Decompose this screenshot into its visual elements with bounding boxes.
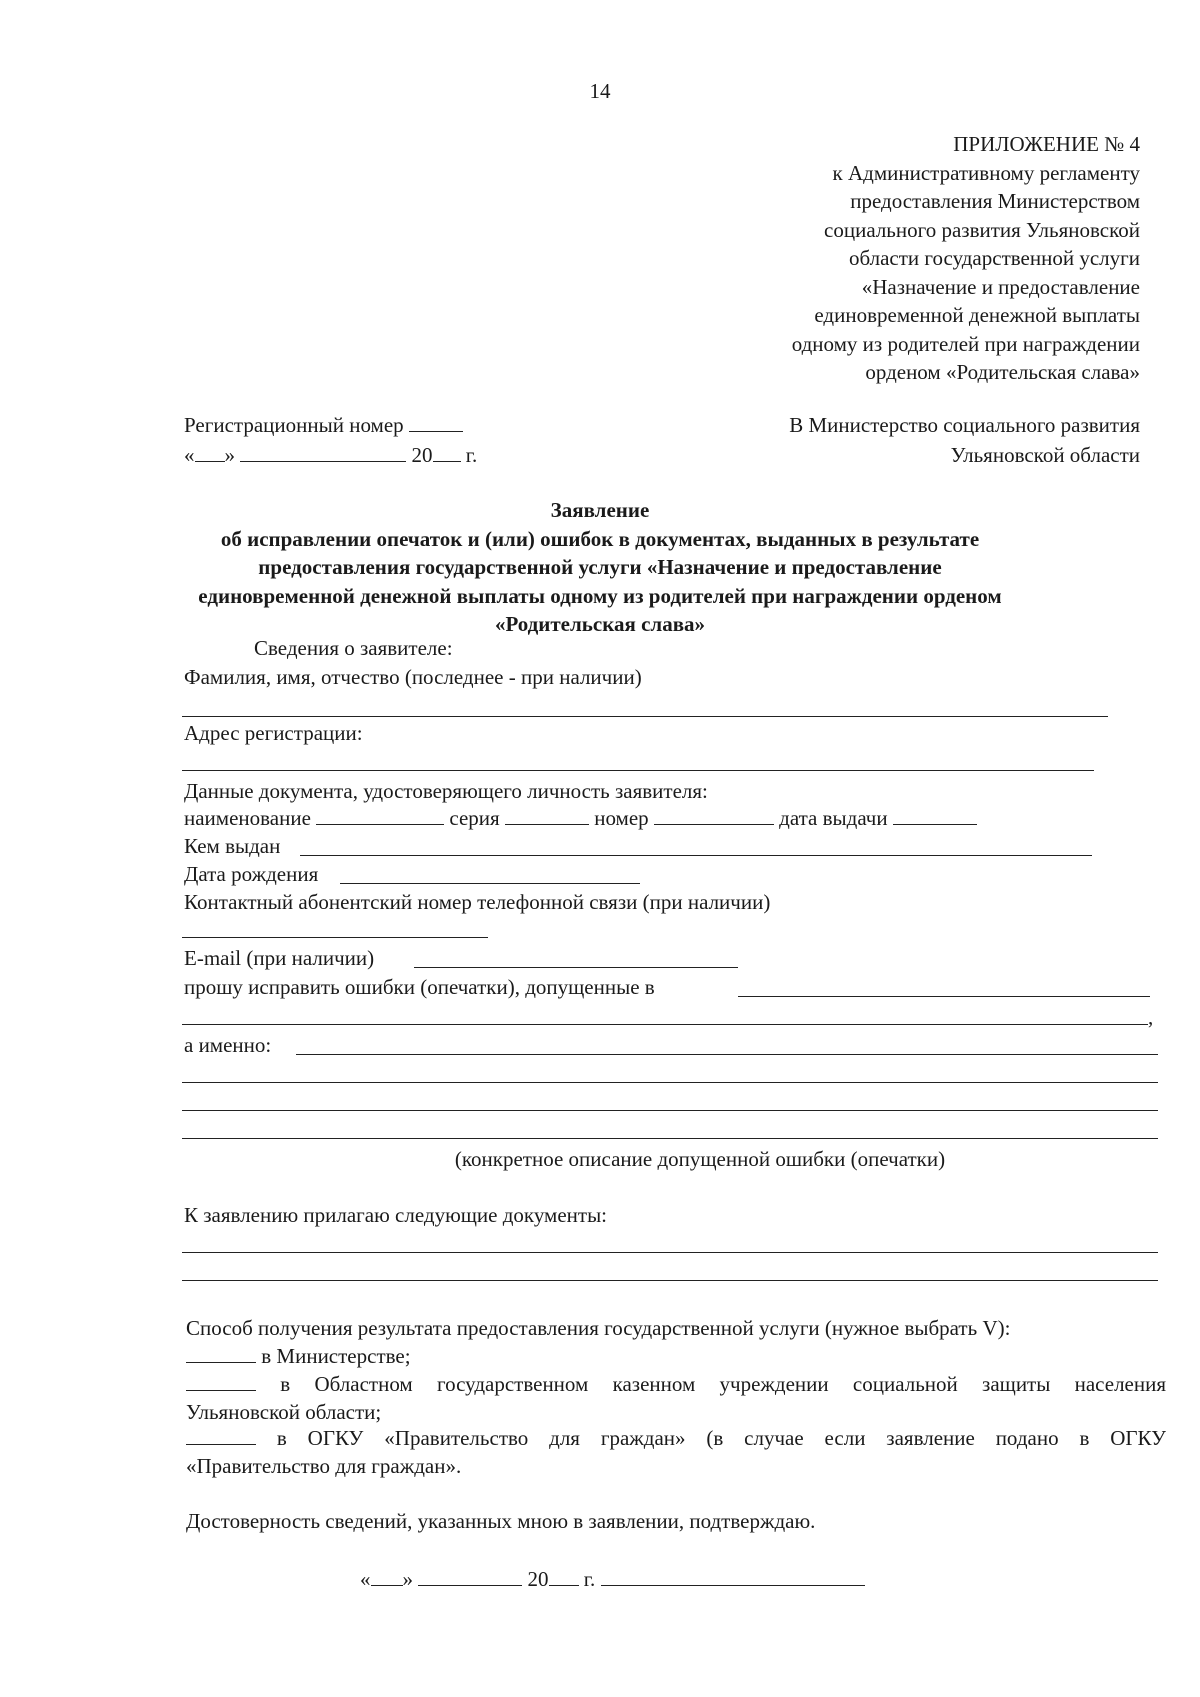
delivery-option-government: [186, 1425, 1166, 1452]
doc-number-label: номер: [594, 806, 649, 830]
addressee-line: Ульяновской области: [950, 443, 1140, 467]
appendix-line: области государственной услуги: [848, 246, 1140, 270]
confirmation-text: Достоверность сведений, указанных мною в заявлении, подтверждаю.: [186, 1509, 816, 1533]
year-suffix: г.: [583, 1567, 596, 1591]
delivery-option-ministry: [186, 1343, 411, 1370]
id-doc-row: [184, 805, 977, 832]
comma: ,: [1148, 1005, 1154, 1029]
registration-number-label: Регистрационный номер: [184, 413, 404, 437]
appendix-line: предоставления Министерством: [850, 189, 1140, 213]
delivery-label: Способ получения результата предоставления государственной услуги (нужное выбрать V):: [186, 1316, 1011, 1340]
phone-label: Контактный абонентский номер телефонной связи (при наличии): [184, 890, 771, 914]
namely-field-1[interactable]: [296, 1054, 1158, 1055]
title-line: об исправлении опечаток и (или) ошибок в документах, выданных в результате: [220, 526, 980, 551]
title-line: единовременной денежной выплаты одному из родителей при награждении орденом: [198, 583, 1002, 608]
request-text: прошу исправить ошибки (опечатки), допущенные в: [184, 975, 655, 999]
quote-close: »: [402, 1567, 413, 1591]
title-line: предоставления государственной услуги «Назначение и предоставление: [258, 555, 942, 579]
email-field[interactable]: [414, 967, 738, 968]
year-suffix: г.: [465, 443, 478, 467]
sign-year-field[interactable]: [549, 1567, 579, 1586]
appendix-line: орденом «Родительская слава»: [865, 360, 1140, 384]
doc-series-field[interactable]: [505, 806, 589, 825]
namely-field-3[interactable]: [182, 1110, 1158, 1111]
quote-close: »: [224, 443, 235, 467]
delivery-checkbox-ogku-social[interactable]: [186, 1372, 256, 1391]
namely-field-2[interactable]: [182, 1082, 1158, 1083]
namely-field-4[interactable]: [182, 1138, 1158, 1139]
delivery-option-text-cont: Ульяновской области;: [186, 1400, 382, 1424]
sign-day-field[interactable]: [371, 1567, 403, 1586]
appendix-line: одному из родителей при награждении: [791, 331, 1140, 356]
document-title: [150, 496, 1050, 639]
attachments-field-2[interactable]: [182, 1280, 1158, 1281]
registration-day-field[interactable]: [195, 443, 225, 462]
delivery-option-text: в Министерстве;: [261, 1344, 411, 1368]
email-label: E-mail (при наличии): [184, 946, 375, 970]
signature-row: [360, 1566, 865, 1593]
signature-field[interactable]: [601, 1567, 865, 1586]
doc-name-label: наименование: [184, 806, 311, 830]
quote-open: «: [184, 443, 195, 467]
appendix-line: единовременной денежной выплаты: [814, 303, 1140, 327]
registration-block: [184, 410, 477, 470]
title-line: «Родительская слава»: [494, 612, 706, 636]
doc-number-field[interactable]: [654, 806, 774, 825]
addressee-line: В Министерство социального развития: [789, 413, 1140, 437]
delivery-option-text-cont: «Правительство для граждан».: [186, 1454, 462, 1478]
birth-date-field[interactable]: [340, 883, 640, 884]
title-heading: Заявление: [550, 498, 650, 522]
appendix-line: к Административному регламенту: [832, 160, 1140, 185]
description-note: (конкретное описание допущенной ошибки (опечатки): [454, 1147, 946, 1171]
delivery-checkbox-ministry[interactable]: [186, 1344, 256, 1363]
attachments-label: К заявлению прилагаю следующие документы:: [184, 1203, 608, 1227]
registration-year-field[interactable]: [433, 443, 461, 462]
issued-by-label: Кем выдан: [184, 834, 281, 858]
year-prefix: 20: [411, 443, 433, 467]
doc-name-field[interactable]: [316, 806, 444, 825]
doc-issue-date-field[interactable]: [893, 806, 977, 825]
appendix-block: [792, 130, 1140, 387]
registration-number-field[interactable]: [409, 413, 463, 432]
sign-month-field[interactable]: [418, 1567, 522, 1586]
quote-open: «: [360, 1567, 371, 1591]
doc-issue-date-label: дата выдачи: [779, 806, 888, 830]
id-doc-label: Данные документа, удостоверяющего личность заявителя:: [184, 779, 708, 803]
namely-label: а именно:: [184, 1033, 272, 1057]
issued-by-field[interactable]: [300, 855, 1092, 856]
address-field[interactable]: [182, 770, 1094, 771]
delivery-option-text: в Областном государственном казенном учреждении социальной защиты населения: [280, 1372, 1167, 1396]
appendix-line: «Назначение и предоставление: [861, 274, 1140, 299]
appendix-line: ПРИЛОЖЕНИЕ № 4: [953, 132, 1140, 156]
year-prefix: 20: [527, 1567, 549, 1591]
attachments-field-1[interactable]: [182, 1252, 1158, 1253]
delivery-checkbox-government[interactable]: [186, 1426, 256, 1445]
delivery-option-text: в ОГКУ «Правительство для граждан» (в случае если заявление подано в ОГКУ: [276, 1426, 1166, 1450]
fio-label: Фамилия, имя, отчество (последнее - при наличии): [184, 665, 642, 689]
page-number: 14: [589, 79, 611, 103]
request-doc-field-2[interactable]: [182, 1024, 1148, 1025]
address-label: Адрес регистрации:: [184, 721, 363, 745]
phone-field[interactable]: [182, 937, 488, 938]
addressee-block: [789, 410, 1140, 470]
appendix-line: социального развития Ульяновской: [824, 217, 1140, 242]
birth-date-label: Дата рождения: [184, 862, 319, 886]
delivery-option-ogku-social: [186, 1371, 1166, 1398]
request-doc-field[interactable]: [738, 996, 1150, 997]
registration-month-field[interactable]: [240, 443, 406, 462]
doc-series-label: серия: [449, 806, 500, 830]
applicant-section-label: Сведения о заявителе:: [254, 636, 453, 660]
fio-field[interactable]: [182, 716, 1108, 717]
